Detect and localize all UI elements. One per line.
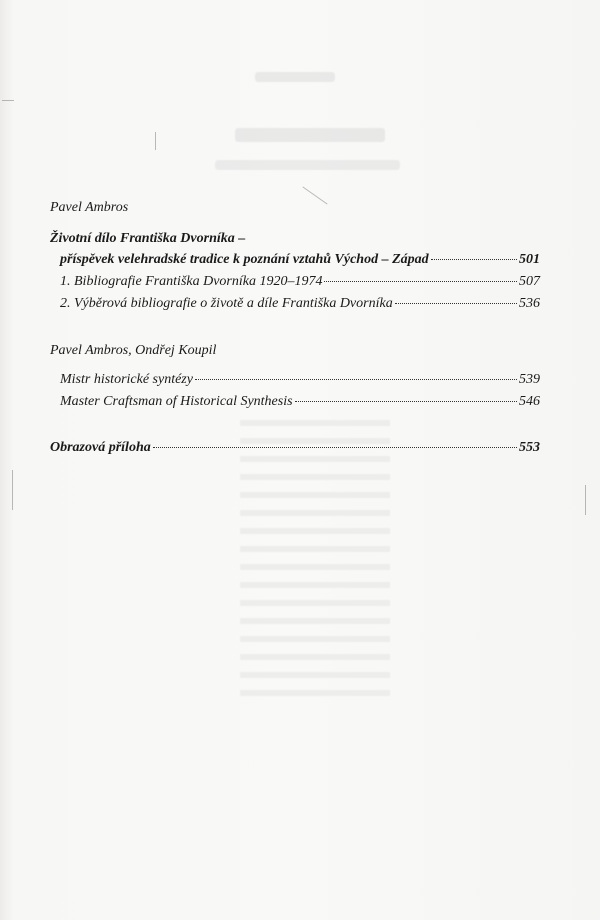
- dot-leader: [195, 379, 517, 380]
- dot-leader: [324, 281, 517, 282]
- entry-page-number: 536: [519, 296, 540, 311]
- entry-page-number: 546: [519, 394, 540, 409]
- entry-label: 1. Bibliografie Františka Dvorníka 1920–1974: [60, 274, 323, 289]
- table-of-contents: [50, 200, 540, 461]
- show-through-block: [240, 420, 390, 700]
- entry-page-number: 539: [519, 372, 540, 387]
- entry-label: příspěvek velehradské tradice k poznání vztahů Východ – Západ: [60, 252, 429, 267]
- entry-label: Master Craftsman of Historical Synthesis: [60, 394, 293, 409]
- show-through-text: [215, 160, 400, 170]
- scan-mark: [2, 100, 14, 101]
- entry-page-number: 553: [519, 440, 540, 455]
- entry-label: Obrazová příloha: [50, 440, 151, 455]
- toc-section: [50, 200, 540, 313]
- entry-page-number: 507: [519, 274, 540, 289]
- toc-section: [50, 343, 540, 411]
- section-author: Pavel Ambros: [50, 200, 129, 215]
- dot-leader: [431, 259, 517, 260]
- scan-mark: [155, 132, 156, 150]
- toc-entry: [50, 273, 540, 291]
- show-through-text: [255, 72, 335, 82]
- toc-entry-appendix: [50, 439, 540, 457]
- toc-entry: [50, 371, 540, 389]
- entry-title: Životní dílo Františka Dvorníka –: [50, 231, 246, 246]
- scan-mark: [585, 485, 586, 515]
- dot-leader: [153, 447, 517, 448]
- entry-page-number: 501: [519, 252, 540, 267]
- section-author: Pavel Ambros, Ondřej Koupil: [50, 343, 217, 358]
- entry-label: 2. Výběrová bibliografie o životě a díle Františka Dvorníka: [60, 296, 393, 311]
- dot-leader: [295, 401, 517, 402]
- show-through-text: [235, 128, 385, 142]
- toc-entry: [50, 295, 540, 313]
- toc-entry: [50, 393, 540, 411]
- entry-label: Mistr historické syntézy: [60, 372, 193, 387]
- toc-entry: [50, 251, 540, 269]
- scan-mark: [12, 470, 13, 510]
- dot-leader: [395, 303, 517, 304]
